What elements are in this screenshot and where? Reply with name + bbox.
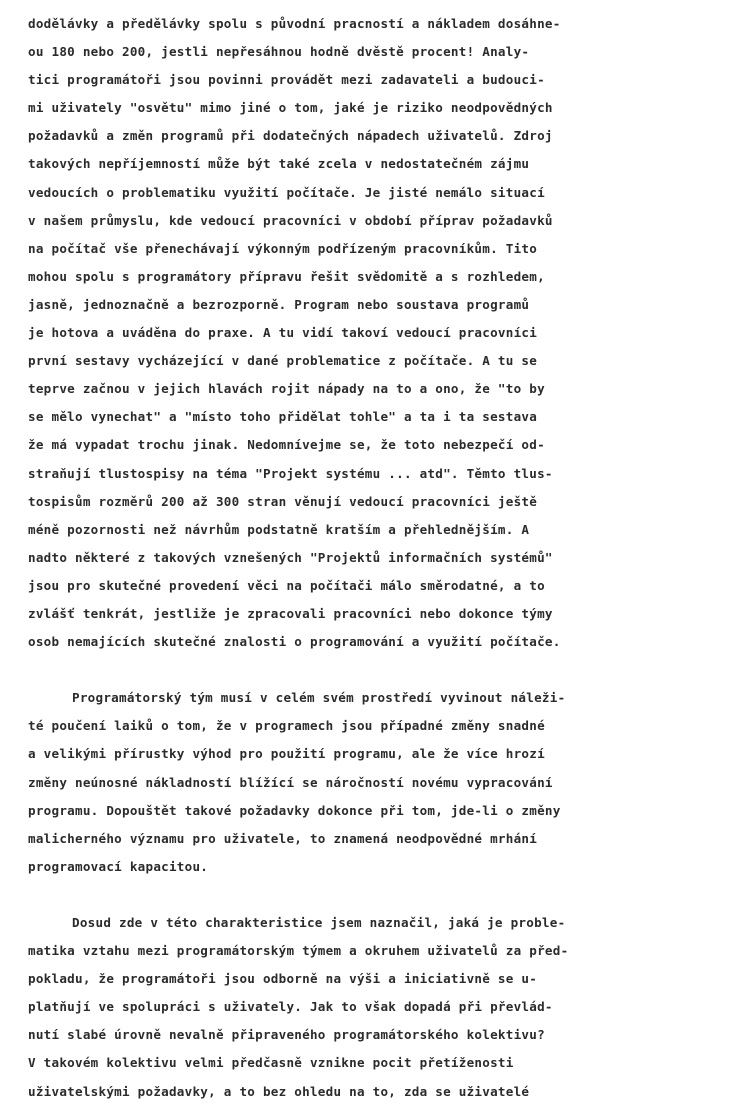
paragraph xyxy=(28,10,709,656)
text-line: první sestavy vycházející v dané problematice z počítače. A tu se xyxy=(28,353,538,369)
text-line: ou 180 nebo 200, jestli nepřesáhnou hodně dvěstě procent! Analy- xyxy=(28,44,530,60)
text-line: matika vztahu mezi programátorským týmem a okruhem uživatelů za před- xyxy=(28,943,569,959)
text-line: zvlášť tenkrát, jestliže je zpracovali pracovníci nebo dokonce týmy xyxy=(28,605,553,621)
text-line: méně pozornosti než návrhům podstatně kratším a přehlednějším. A xyxy=(28,521,530,537)
text-line: programovací kapacitou. xyxy=(28,858,209,874)
text-line: a velikými přírustky výhod pro použití programu, ale že více hrozí xyxy=(28,746,545,762)
text-line: straňují tlustospisy na téma "Projekt systému ... atd". Těmto tlus- xyxy=(28,465,553,481)
paragraph-gap xyxy=(28,881,709,909)
text-line: takových nepříjemností může být také zcela v nedostatečném zájmu xyxy=(28,156,530,172)
text-line: tici programátoři jsou povinni provádět mezi zadavateli a budouci- xyxy=(28,72,545,88)
paragraph xyxy=(28,909,709,1106)
text-line xyxy=(28,684,709,712)
text-line: V takovém kolektivu velmi předčasně vznikne pocit přetíženosti xyxy=(28,1055,514,1071)
text-line: že má vypadat trochu jinak. Nedomnívejme se, že toto nebezpečí od- xyxy=(28,437,545,453)
text-line: se mělo vynechat" a "místo toho přidělat tohle" a ta i ta sestava xyxy=(28,409,538,425)
text-line: je hotova a uváděna do praxe. A tu vidí takoví vedoucí pracovníci xyxy=(28,325,538,341)
paragraph xyxy=(28,684,709,881)
text-line: jsou pro skutečné provedení věci na počítači málo směrodatné, a to xyxy=(28,577,545,593)
text-line: platňují ve spolupráci s uživately. Jak to však dopadá při převlád- xyxy=(28,999,553,1015)
text-line: pokladu, že programátoři jsou odborně na výši a iniciativně se u- xyxy=(28,971,538,987)
text-line: osob nemajících skutečné znalosti o programování a využití počítače. xyxy=(28,634,561,650)
text-line: jasně, jednoznačně a bezrozporně. Program nebo soustava programů xyxy=(28,296,530,312)
text-line: vedoucích o problematiku využití počítače. Je jisté nemálo situací xyxy=(28,184,545,200)
text-line-content: Programátorský tým musí v celém svém prostředí vyvinout náleži- xyxy=(72,690,566,706)
text-line: v našem průmyslu, kde vedoucí pracovníci v období příprav požadavků xyxy=(28,212,553,228)
text-line: programu. Dopouštět takové požadavky dokonce při tom, jde-li o změny xyxy=(28,802,561,818)
text-line: uživatelskými požadavky, a to bez ohledu na to, zda se uživatelé xyxy=(28,1083,530,1099)
text-line: mohou spolu s programátory přípravu řešit svědomitě a s rozhledem, xyxy=(28,268,545,284)
text-line: požadavků a změn programů při dodatečných nápadech uživatelů. Zdroj xyxy=(28,128,553,144)
text-line-content: Dosud zde v této charakteristice jsem naznačil, jaká je proble- xyxy=(72,915,566,930)
text-line: teprve začnou v jejich hlavách rojit nápady na to a ono, že "to by xyxy=(28,381,545,397)
text-line: změny neúnosné nákladností blížící se náročností novému vypracování xyxy=(28,774,553,790)
document-body xyxy=(28,10,709,1106)
paragraph-gap xyxy=(28,656,709,684)
text-line: malicherného významu pro uživatele, to znamená neodpovědné mrhání xyxy=(28,830,538,846)
text-line: nadto některé z takových vznešených "Projektů informačních systémů" xyxy=(28,549,553,565)
text-line: té poučení laiků o tom, že v programech jsou případné změny snadné xyxy=(28,718,545,734)
text-line: mi uživately "osvětu" mimo jiné o tom, jaké je riziko neodpovědných xyxy=(28,100,553,116)
text-line: dodělávky a předělávky spolu s původní pracností a nákladem dosáhne- xyxy=(28,16,561,31)
text-line: tospisům rozměrů 200 až 300 stran věnují vedoucí pracovníci ještě xyxy=(28,493,538,509)
text-line xyxy=(28,909,709,937)
text-line: nutí slabé úrovně nevalně připraveného programátorského kolektivu? xyxy=(28,1027,545,1043)
text-line: na počítač vše přenechávají výkonným podřízeným pracovníkům. Tito xyxy=(28,240,538,256)
